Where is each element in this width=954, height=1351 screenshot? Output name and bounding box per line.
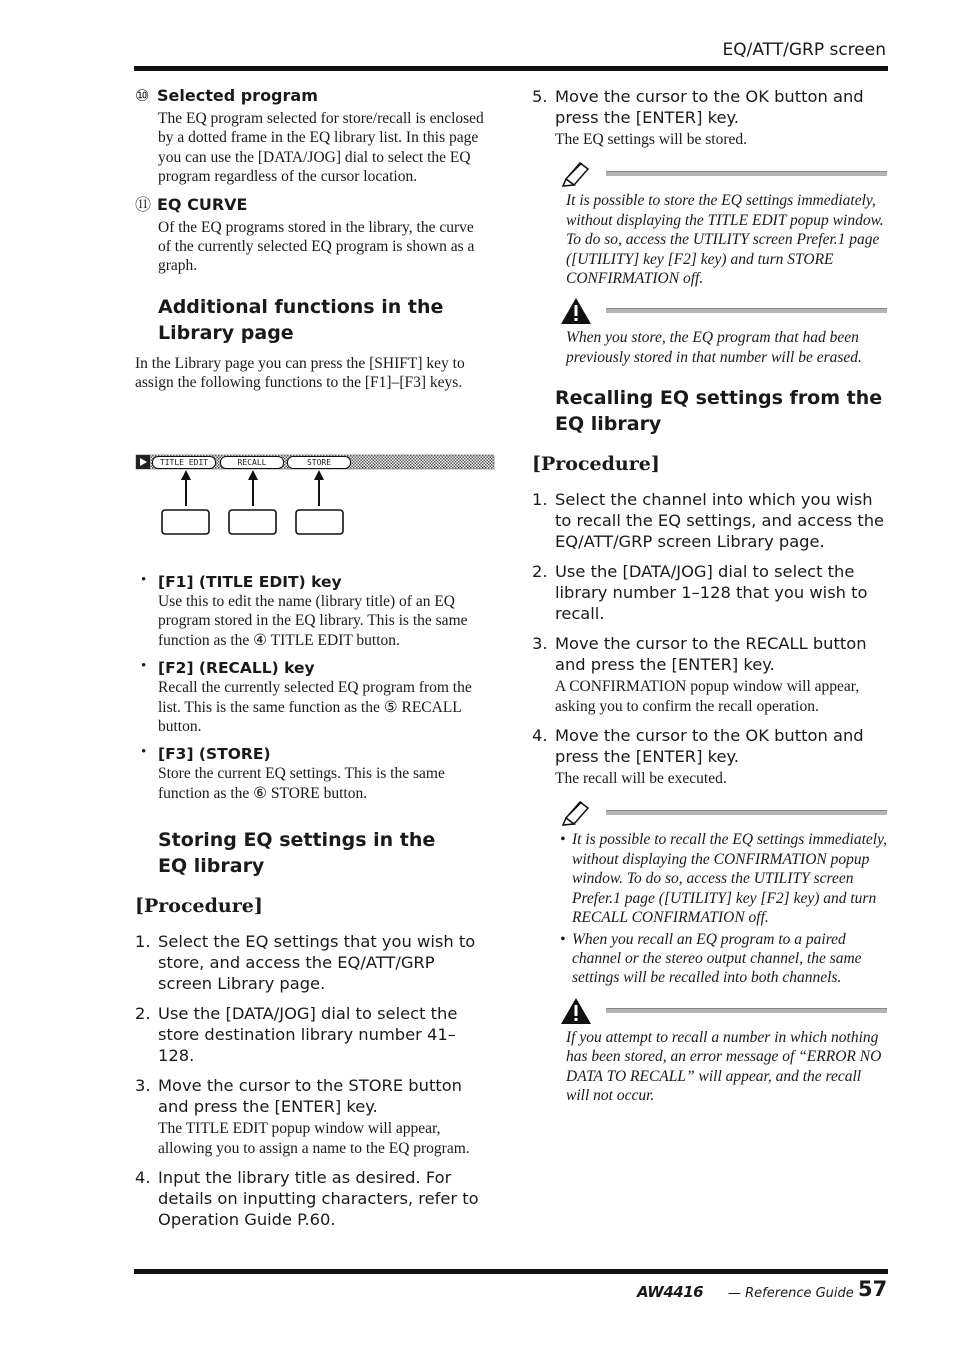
item-title: Selected program [157, 86, 318, 105]
tip-bullet: • It is possible to recall the EQ settings immediately, without displaying the CONFIRMATION popup window. To do so, access the UTILITY screen Prefer.1 page ([UTILITY] key [F2] key) and turn RECALL CONFIRMATION off. [560, 831, 887, 927]
store-step-1: 1. Select the EQ settings that you wish to store, and access the EQ/ATT/GRP screen Library page. [135, 932, 476, 994]
footer-rule [134, 1269, 888, 1274]
left-column-lower [135, 572, 485, 1230]
item-selected-program [135, 86, 485, 187]
item-number: ⑩ [135, 86, 150, 105]
page-number: 57 [858, 1277, 888, 1301]
item-title: EQ CURVE [157, 194, 248, 214]
additional-intro: In the Library page you can press the [SHIFT] key to assign the following functions to the [F1]–[F3] keys. [135, 354, 465, 392]
item-number: ⑪ [135, 194, 152, 214]
header-rule [134, 66, 888, 71]
warning-icon [560, 996, 592, 1026]
store-step-2: 2. Use the [DATA/JOG] dial to select the store destination library number 41–128. [135, 1004, 458, 1066]
warning-text: When you store, the EQ program that had been previously stored in that number will be erased. [566, 329, 862, 366]
section-heading-recalling: Recalling EQ settings from the EQ library [555, 387, 883, 436]
store-step-4: 4. Input the library title as desired. For details on inputting characters, refer to Operation Guide P.60. [135, 1168, 479, 1230]
warning-text: If you attempt to recall a number in which nothing has been stored, an error message of “ERROR NO DATA TO RECALL” will appear, and the recall will not occur. [566, 1028, 882, 1104]
item-text: Of the EQ programs stored in the library, the curve of the currently selected EQ program is shown as a graph. [158, 218, 475, 275]
recall-step-4: 4. Move the cursor to the OK button and press the [ENTER] key. The recall will be executed. [532, 726, 864, 788]
right-column [532, 86, 887, 1105]
store-step-5: 5. Move the cursor to the OK button and press the [ENTER] key. The EQ settings will be stored. [532, 87, 864, 148]
recall-step-2: 2. Use the [DATA/JOG] dial to select the library number 1–128 that you wish to recall. [532, 562, 868, 624]
function-key-arrows [150, 470, 360, 542]
screen-button-title-edit: TITLE EDIT [152, 456, 216, 469]
procedure-heading: [Procedure] [135, 895, 263, 918]
left-column [135, 86, 485, 393]
section-heading-storing: Storing EQ settings in the EQ library [158, 829, 436, 878]
tip-text: It is possible to store the EQ settings immediately, without displaying the TITLE EDIT popup window. To do so, access the UTILITY screen Prefer.1 page ([UTILITY] key [F2] key) and turn STORE CONFIRMATION off. [566, 192, 884, 288]
bullet-f1: • [F1] (TITLE EDIT) key Use this to edit the name (library title) of an EQ program stored in the EQ library. This is the same function as the ④ TITLE EDIT button. [141, 572, 468, 649]
tip-note-2 [560, 798, 887, 987]
store-step-3: 3. Move the cursor to the STORE button and press the [ENTER] key. The TITLE EDIT popup window will appear, allowing you to assign a name to the EQ program. [135, 1076, 470, 1157]
procedure-heading: [Procedure] [532, 453, 660, 476]
product-logo: AW4416 [637, 1283, 704, 1301]
warning-icon [560, 296, 592, 326]
screen-button-store: STORE [287, 456, 351, 469]
section-heading-additional: Additional functions in the Library page [158, 295, 444, 344]
bullet-f3: • [F3] (STORE) Store the current EQ settings. This is the same function as the ⑥ STORE button. [141, 744, 445, 802]
running-header: EQ/ATT/GRP screen [722, 40, 886, 60]
recall-step-3: 3. Move the cursor to the RECALL button and press the [ENTER] key. A CONFIRMATION popup window will appear, asking you to confirm the recall operation. [532, 634, 867, 715]
item-eq-curve [135, 195, 485, 276]
tip-bullet: • When you recall an EQ program to a paired channel or the stereo output channel, the same settings will be recalled into both channels. [560, 930, 862, 987]
item-text: The EQ program selected for store/recall is enclosed by a dotted frame in the EQ library list. In this page you can use the [DATA/JOG] dial to select the EQ program regardless of the cursor location. [158, 110, 484, 186]
tip-pencil-icon [560, 798, 592, 826]
screen-button-recall: RECALL [220, 456, 284, 469]
recall-step-1: 1. Select the channel into which you wish to recall the EQ settings, and access the EQ/ATT/GRP screen Library page. [532, 490, 885, 552]
tip-note-1 [560, 159, 887, 288]
footer-guide-label: — Reference Guide [728, 1286, 854, 1301]
warning-note-1 [560, 296, 887, 367]
bullet-f2: • [F2] (RECALL) key Recall the currently selected EQ program from the list. This is the same function as the ⑤ RECALL button. [141, 658, 472, 736]
tip-pencil-icon [560, 159, 592, 187]
warning-note-2 [560, 996, 887, 1106]
